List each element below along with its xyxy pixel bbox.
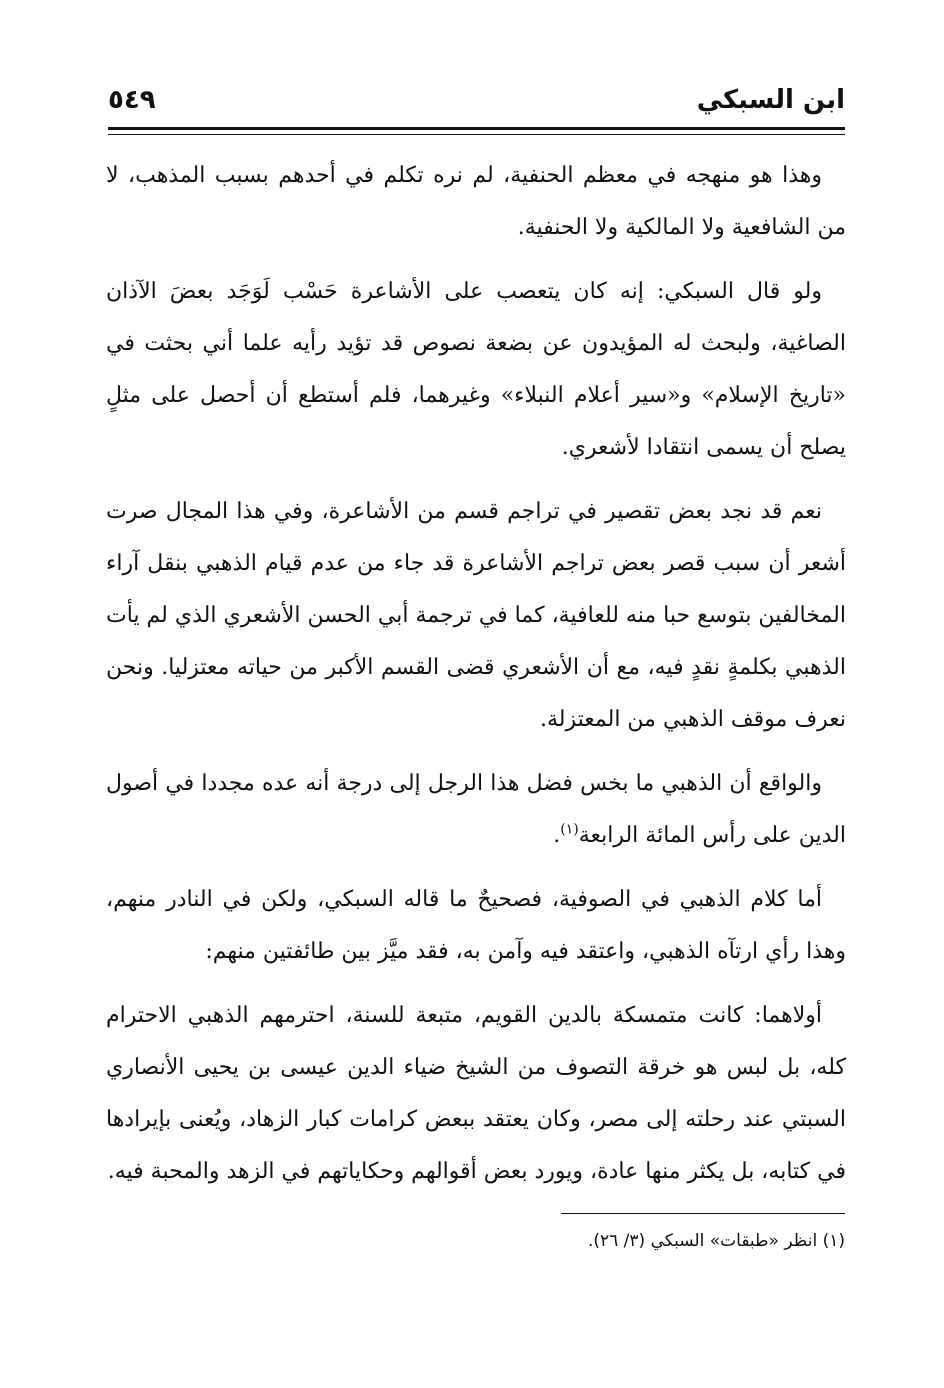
paragraph-5: أما كلام الذهبي في الصوفية، فصحيحٌ ما قاله السبكي، ولكن في النادر منهم، وهذا رأي ارتآه الذهبي، واعتقد فيه وآمن به، فقد ميَّز بين طائفتين منهم: — [106, 887, 846, 964]
running-title: ابن السبكي — [696, 85, 845, 115]
footnote-separator — [561, 1213, 845, 1214]
paragraph-4-text: والواقع أن الذهبي ما بخس فضل هذا الرجل إلى درجة أنه عده مجددا في أصول الدين على رأس المائة الرابعة — [106, 771, 846, 848]
paragraph-3: نعم قد نجد بعض تقصير في تراجم قسم من الأشاعرة، وفي هذا المجال صرت أشعر أن سبب قصر بعض تراجم الأشاعرة قد جاء من عدم قيام الذهبي بنقل آراء المخالفين بتوسع حبا منه للعافية، كما في ترجمة أبي الحسن الأشعري الذي لم يأت الذهبي بكلمةٍ نقدٍ فيه، مع أن الأشعري قضى القسم الأكبر من حياته معتزليا. ونحن نعرف موقف الذهبي من المعتزلة. — [106, 499, 846, 732]
paragraph-1: وهذا هو منهجه في معظم الحنفية، لم نره تكلم في أحدهم بسبب المذهب، لا من الشافعية ولا المالكية ولا الحنفية. — [106, 163, 846, 240]
body-text — [106, 150, 846, 1210]
page-header — [108, 76, 845, 128]
header-rule-thin — [108, 134, 845, 135]
header-rule-thick — [108, 127, 845, 130]
footnote-reference[interactable]: (١) — [560, 821, 579, 838]
paragraph-4 — [106, 758, 846, 862]
paragraph-2: ولو قال السبكي: إنه كان يتعصب على الأشاعرة حَسْب لَوَجَد بعضَ الآذان الصاغية، ولبحث له المؤيدون عن بضعة نصوص قد تؤيد رأيه علما أني بحثت في «تاريخ الإسلام» و«سير أعلام النبلاء» وغيرهما، فلم أستطع أن أحصل على مثلٍ يصلح أن يسمى انتقادا لأشعري. — [106, 279, 846, 460]
paragraph-4-end: . — [553, 823, 561, 848]
page-number: ٥٤٩ — [108, 85, 156, 115]
footnote: (١) انظر «طبقات» السبكي (٣/ ٢٦). — [587, 1231, 845, 1251]
paragraph-6: أولاهما: كانت متمسكة بالدين القويم، متبعة للسنة، احترمهم الذهبي الاحترام كله، بل لبس هو خرقة التصوف من الشيخ ضياء الدين عيسى بن يحيى الأنصاري السبتي عند رحلته إلى مصر، وكان يعتقد ببعض كرامات كبار الزهاد، ويُعنى بإيرادها في كتابه، بل يكثر منها عادة، ويورد بعض أقوالهم وحكاياتهم في الزهد والمحبة فيه. — [106, 1003, 846, 1184]
